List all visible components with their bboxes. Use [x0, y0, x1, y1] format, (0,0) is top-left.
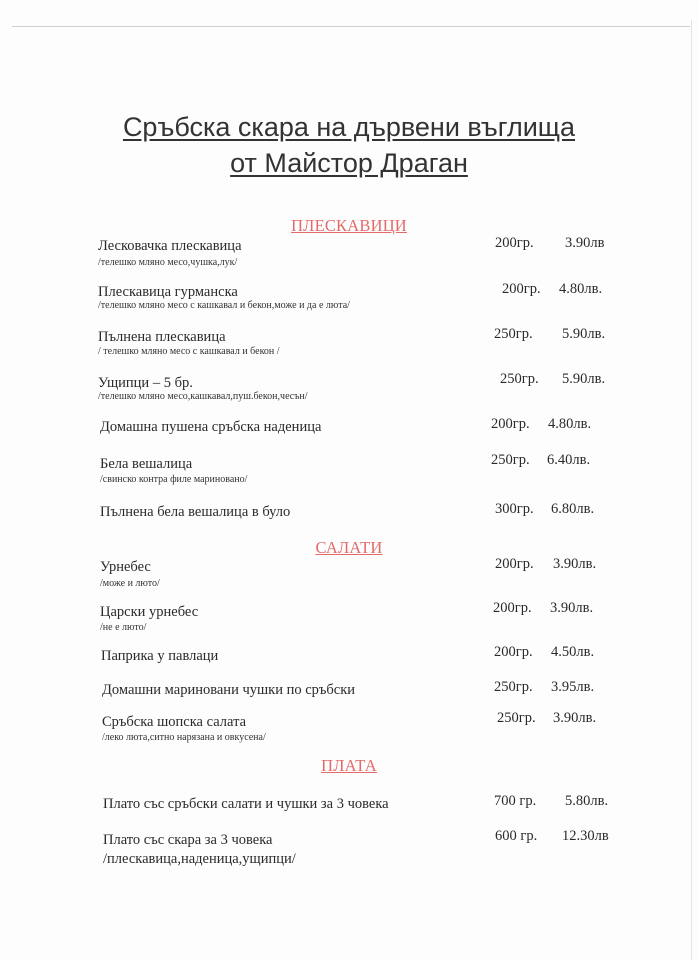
item-price: 6.80лв. — [551, 501, 595, 517]
item-price: 4.80лв. — [559, 281, 603, 297]
item-weight: 200гр. — [491, 416, 530, 432]
item-price: 3.90лв — [565, 235, 605, 251]
item-name: Пълнена плескавица — [98, 329, 226, 345]
item-description: /телешко мляно месо с кашкавал и бекон,може и да е люта/ — [98, 300, 350, 311]
section-heading-pleskavici: ПЛЕСКАВИЦИ — [291, 216, 407, 235]
item-weight: 250гр. — [491, 452, 530, 468]
item-weight: 700 гр. — [494, 793, 537, 809]
item-weight: 250гр. — [494, 679, 533, 695]
item-price: 3.90лв. — [550, 600, 594, 616]
item-weight: 250гр. — [500, 371, 539, 387]
item-description: /свинско контра филе мариновано/ — [100, 474, 248, 485]
item-weight: 250гр. — [497, 710, 536, 726]
section-heading-salati: САЛАТИ — [315, 538, 383, 557]
item-description: /плескавица,наденица,ущипци/ — [103, 851, 296, 867]
item-price: 4.50лв. — [551, 644, 595, 660]
item-name: Урнебес — [100, 559, 151, 575]
item-price: 12.30лв — [562, 828, 609, 844]
item-price: 3.90лв. — [553, 556, 597, 572]
item-name: Паприка у павлаци — [101, 648, 219, 664]
item-name: Царски урнебес — [100, 604, 199, 620]
item-weight: 600 гр. — [495, 828, 538, 844]
item-price: 3.90лв. — [553, 710, 597, 726]
item-name: Домашни мариновани чушки по сръбски — [102, 682, 356, 698]
item-weight: 300гр. — [495, 501, 534, 517]
item-description: /леко люта,ситно нарязана и овкусена/ — [102, 732, 266, 743]
item-description: / телешко мляно месо с кашкавал и бекон / — [98, 346, 280, 357]
item-price: 5.90лв. — [562, 371, 606, 387]
item-description: /телешко мляно месо,чушка,лук/ — [98, 257, 238, 268]
item-weight: 200гр. — [494, 644, 533, 660]
item-name: Лесковачка плескавица — [98, 238, 242, 254]
item-price: 4.80лв. — [548, 416, 592, 432]
item-description: /не е люто/ — [100, 622, 147, 633]
item-name: Плато със скара за 3 човека — [103, 832, 273, 848]
scan-edge — [12, 26, 690, 27]
item-weight: 200гр. — [495, 556, 534, 572]
item-name: Плато със сръбски салати и чушки за 3 човека — [103, 796, 389, 812]
item-weight: 200гр. — [502, 281, 541, 297]
item-weight: 250гр. — [494, 326, 533, 342]
item-weight: 200гр. — [493, 600, 532, 616]
item-name: Бела вешалица — [100, 456, 193, 472]
item-price: 5.90лв. — [562, 326, 606, 342]
item-description: /може и люто/ — [100, 578, 160, 589]
item-weight: 200гр. — [495, 235, 534, 251]
item-price: 3.95лв. — [551, 679, 595, 695]
menu-title: Сръбска скара на дървени въглища — [122, 112, 576, 142]
item-name: Пълнена бела вешалица в було — [100, 504, 291, 520]
item-price: 5.80лв. — [565, 793, 609, 809]
item-name: Домашна пушена сръбска наденица — [100, 419, 322, 435]
section-heading-plata: ПЛАТА — [321, 756, 377, 775]
menu-subtitle: от Майстор Драган — [230, 148, 468, 178]
item-price: 6.40лв. — [547, 452, 591, 468]
item-name: Ущипци – 5 бр. — [98, 375, 193, 391]
item-description: /телешко мляно месо,кашкавал,пуш.бекон,чесън/ — [98, 391, 308, 402]
item-name: Сръбска шопска салата — [102, 714, 247, 730]
item-name: Плескавица гурманска — [98, 284, 238, 300]
